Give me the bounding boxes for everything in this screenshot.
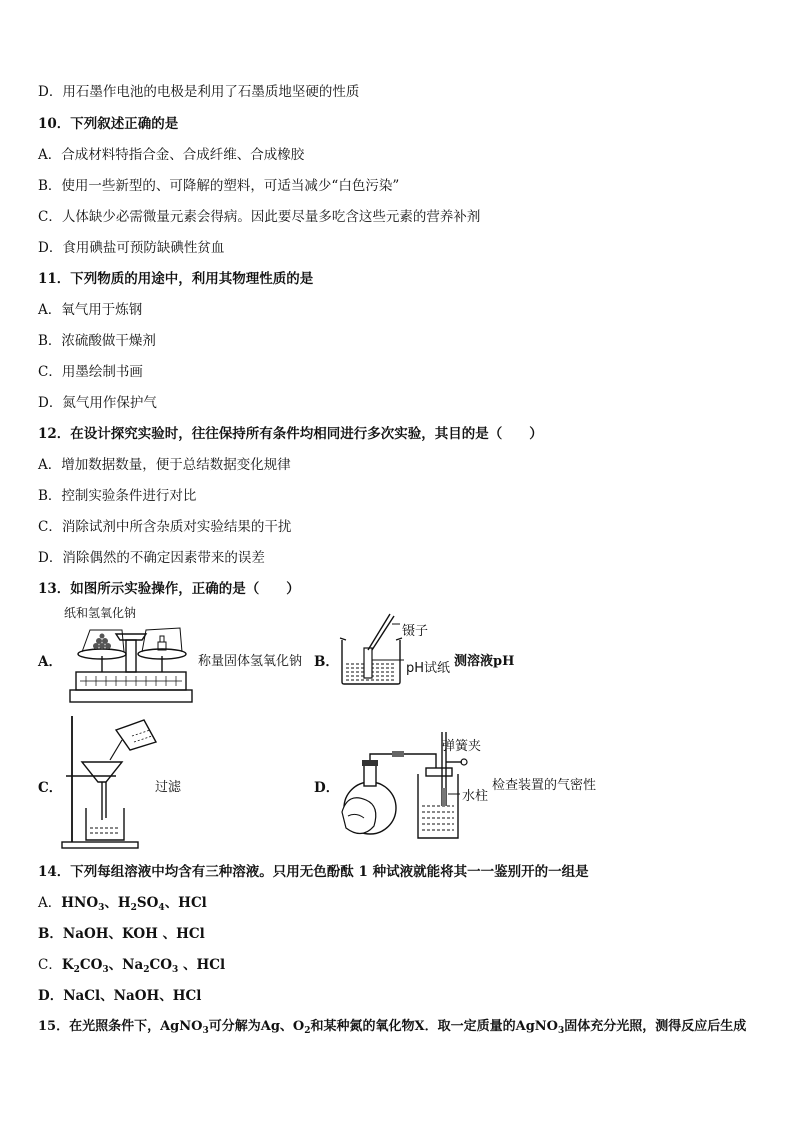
q10-option-c: C．人体缺少必需微量元素会得病。因此要尽量多吃含这些元素的营养补剂 [38, 209, 481, 225]
q11-stem: 11．下列物质的用途中，利用其物理性质的是 [38, 271, 314, 287]
q10-option-a: A．合成材料特指合金、合成纤维、合成橡胶 [38, 147, 305, 163]
fig-b-paper-label: pH试纸 [406, 661, 451, 676]
q11-option-b: B．浓硫酸做干燥剂 [38, 333, 156, 349]
q13-stem: 13．如图所示实验操作，正确的是（ ） [38, 581, 300, 597]
q14-stem: 14．下列每组溶液中均含有三种溶液。只用无色酚酞 1 种试液就能将其一一鉴别开的一组是 [38, 864, 589, 880]
q12-option-d: D．消除偶然的不确定因素带来的误差 [38, 550, 265, 566]
q13-label-c: C． [38, 780, 63, 796]
q13-label-b: B． [314, 654, 339, 670]
q12-option-a: A．增加数据数量，便于总结数据变化规律 [38, 457, 291, 473]
q12-option-b: B．控制实验条件进行对比 [38, 488, 197, 504]
q12-stem: 12．在设计探究实验时，往往保持所有条件均相同进行多次实验，其目的是（ ） [38, 426, 543, 442]
q12-option-c: C．消除试剂中所含杂质对实验结果的干扰 [38, 519, 292, 535]
fig-b-tweezers-label: 镊子 [402, 624, 429, 639]
fig-a-top-label: 纸和氢氧化钠 [64, 606, 137, 620]
fig-d-water-label: 水柱 [462, 789, 489, 804]
fig-b-caption: 测溶液pH [454, 654, 515, 669]
fig-c-caption: 过滤 [155, 780, 182, 795]
q10-option-b: B．使用一些新型的、可降解的塑料，可适当减少“白色污染” [38, 178, 400, 194]
fig-d-caption: 检查装置的气密性 [492, 778, 597, 793]
filtration-figure [60, 712, 164, 850]
q11-option-c: C．用墨绘制书画 [38, 364, 143, 380]
q11-option-d: D．氮气用作保护气 [38, 395, 157, 411]
q10-stem: 10．下列叙述正确的是 [38, 116, 179, 132]
q14-option-c: C．$K_2CO_3$、$Na_2CO_3$ 、HCl [38, 957, 226, 975]
fig-a-caption: 称量固体氢氧化钠 [198, 654, 303, 669]
q9-option-d: D．用石墨作电池的电极是利用了石墨质地坚硬的性质 [38, 84, 360, 100]
q13-label-a: A． [38, 654, 62, 670]
q14-option-d: D．NaCl、NaOH、HCl [38, 988, 202, 1004]
q10-option-d: D．食用碘盐可预防缺碘性贫血 [38, 240, 225, 256]
q14-option-a: A．$HNO_3$、$H_2SO_4$、HCl [38, 895, 207, 913]
fig-d-clip-label: 弹簧夹 [442, 739, 482, 754]
ph-test-figure [338, 610, 408, 686]
q13-label-d: D． [314, 780, 340, 796]
q11-option-a: A．氧气用于炼钢 [38, 302, 143, 318]
q15-stem: 15．在光照条件下，AgNO$_3$可分解为Ag、$O_2$和某种氮的氧化物X．取一定质量的AgNO$_3$固体充分光照，测得反应后生成 [38, 1019, 747, 1036]
q14-option-b: B．NaOH、KOH 、HCl [38, 926, 205, 942]
balance-figure [66, 620, 196, 706]
